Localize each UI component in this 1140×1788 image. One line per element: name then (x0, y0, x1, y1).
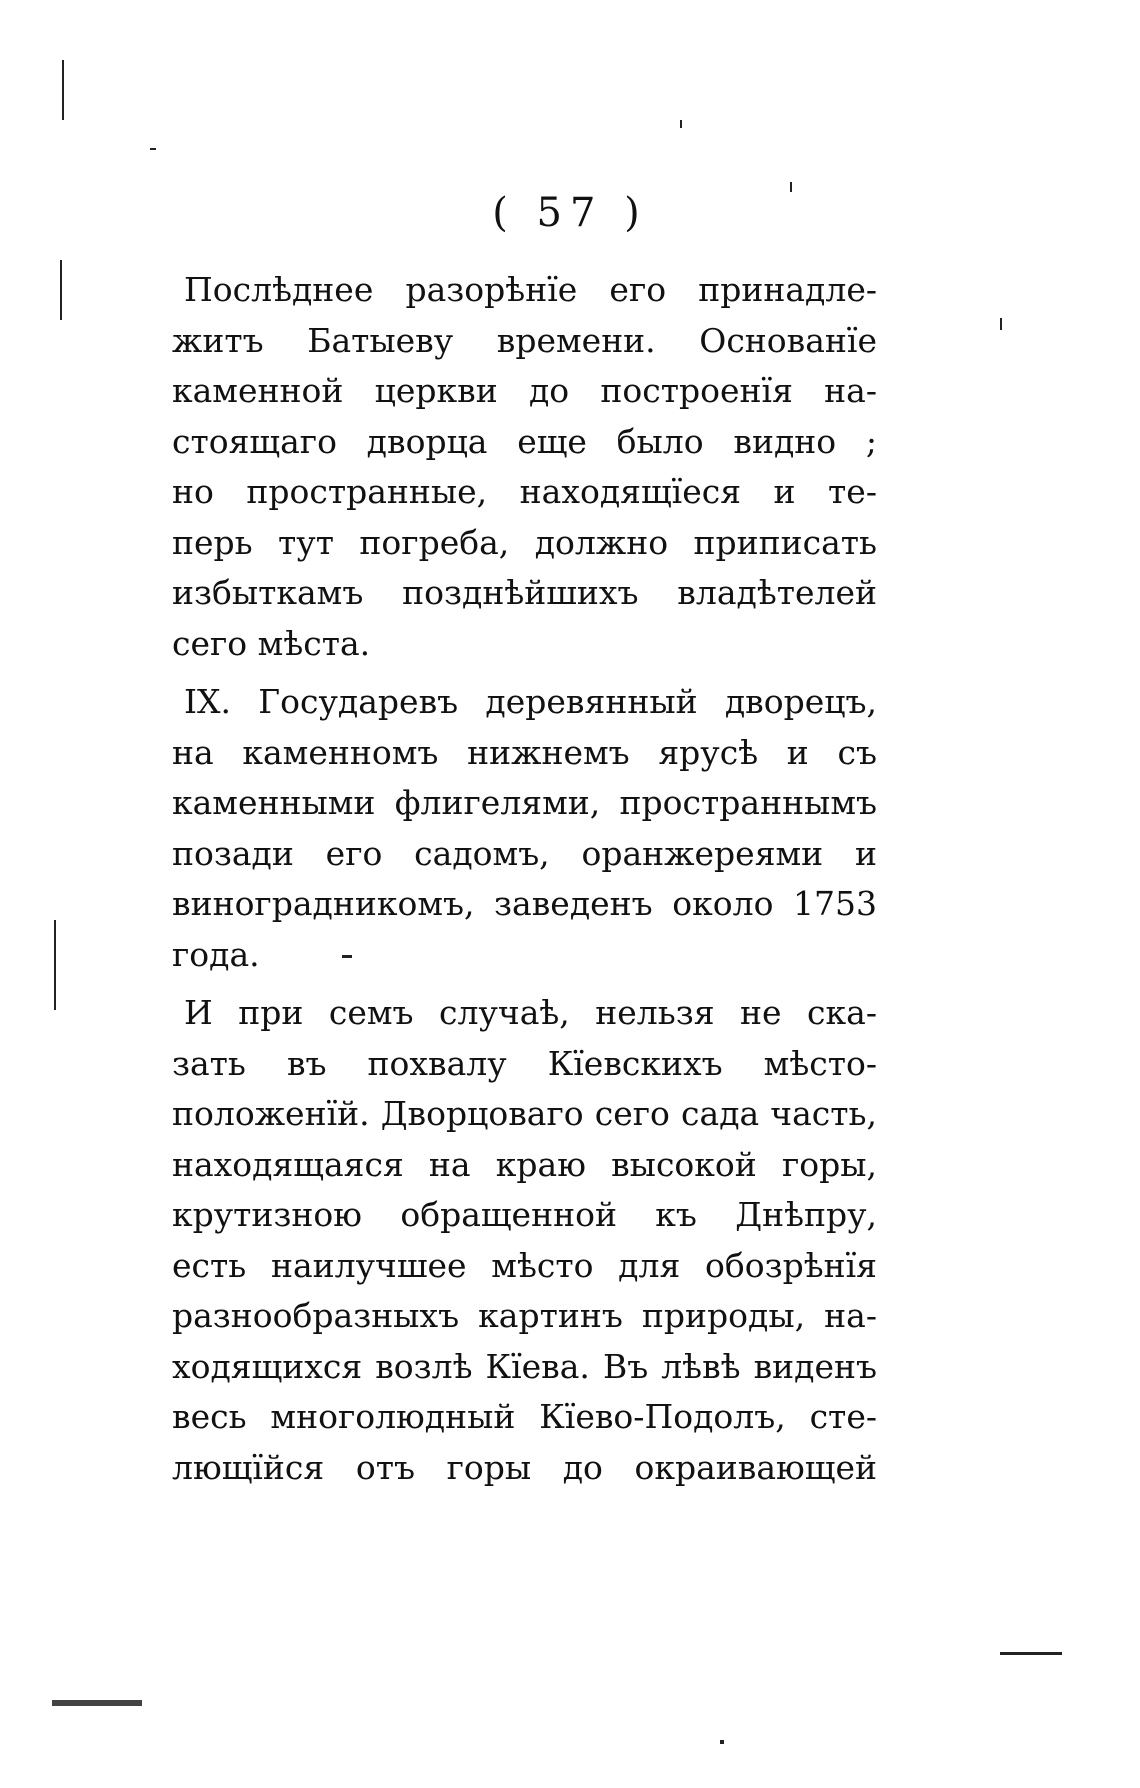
text-line: перь тут погреба, должно приписать (172, 522, 877, 562)
text-line: Послѣднее разорѣнїе его принадле- (184, 270, 877, 309)
scan-mark (60, 260, 62, 320)
text-line: но пространные, находящїеся и те- (172, 472, 877, 511)
paragraph-3 (172, 988, 877, 1493)
text-line: находящаяся на краю высокой горы, (172, 1144, 877, 1184)
scan-mark (150, 148, 156, 150)
text-line: IX. Государевъ деревянный дворецъ, (184, 682, 877, 721)
text-line: житъ Батыеву времени. Основанїе (172, 320, 877, 360)
scan-mark (52, 1700, 142, 1706)
text-line: виноградникомъ, заведенъ около 1753 (172, 884, 877, 923)
paragraph-1 (172, 265, 877, 669)
scan-mark (62, 60, 64, 120)
text-line: каменной церкви до построенїя на- (172, 371, 877, 410)
scan-mark (1000, 1652, 1062, 1655)
body-text (172, 265, 877, 1493)
text-line: позади его садомъ, оранжереями и (172, 833, 877, 873)
text-line: весь многолюдный Кїево-Подолъ, сте- (172, 1397, 877, 1436)
text-line: разнообразныхъ картинъ природы, на- (172, 1296, 877, 1335)
scan-mark (720, 1740, 724, 1744)
scan-mark (790, 182, 792, 192)
text-line: ходящихся возлѣ Кїева. Въ лѣвѣ виденъ (172, 1346, 877, 1386)
text-line: каменными флигелями, пространнымъ (172, 783, 877, 822)
text-line: лющїйся отъ горы до окраивающей (172, 1447, 877, 1487)
scan-mark (1000, 318, 1002, 330)
text-line: зать въ похвалу Кїевскихъ мѣсто- (172, 1043, 877, 1083)
text-line: И при семъ случаѣ, нельзя не ска- (184, 993, 877, 1032)
text-line: на каменномъ нижнемъ ярусѣ и съ (172, 732, 877, 772)
text-line: положенїй. Дворцоваго сего сада часть, (172, 1094, 877, 1133)
text-line: избыткамъ позднѣйшихъ владѣтелей (172, 573, 877, 612)
text-line: года. (172, 934, 260, 974)
paragraph-2 (172, 677, 877, 980)
text-line: есть наилучшее мѣсто для обозрѣнїя (172, 1245, 877, 1285)
text-line: стоящаго дворца еще было видно ; (172, 421, 877, 461)
page-number: ( 57 ) (492, 190, 648, 236)
text-line: крутизною обращенной къ Днѣпру, (172, 1195, 877, 1234)
text-line: сего мѣста. (172, 623, 371, 663)
scan-mark (54, 920, 56, 1010)
scan-mark (680, 120, 682, 128)
scan-mark (342, 955, 352, 958)
